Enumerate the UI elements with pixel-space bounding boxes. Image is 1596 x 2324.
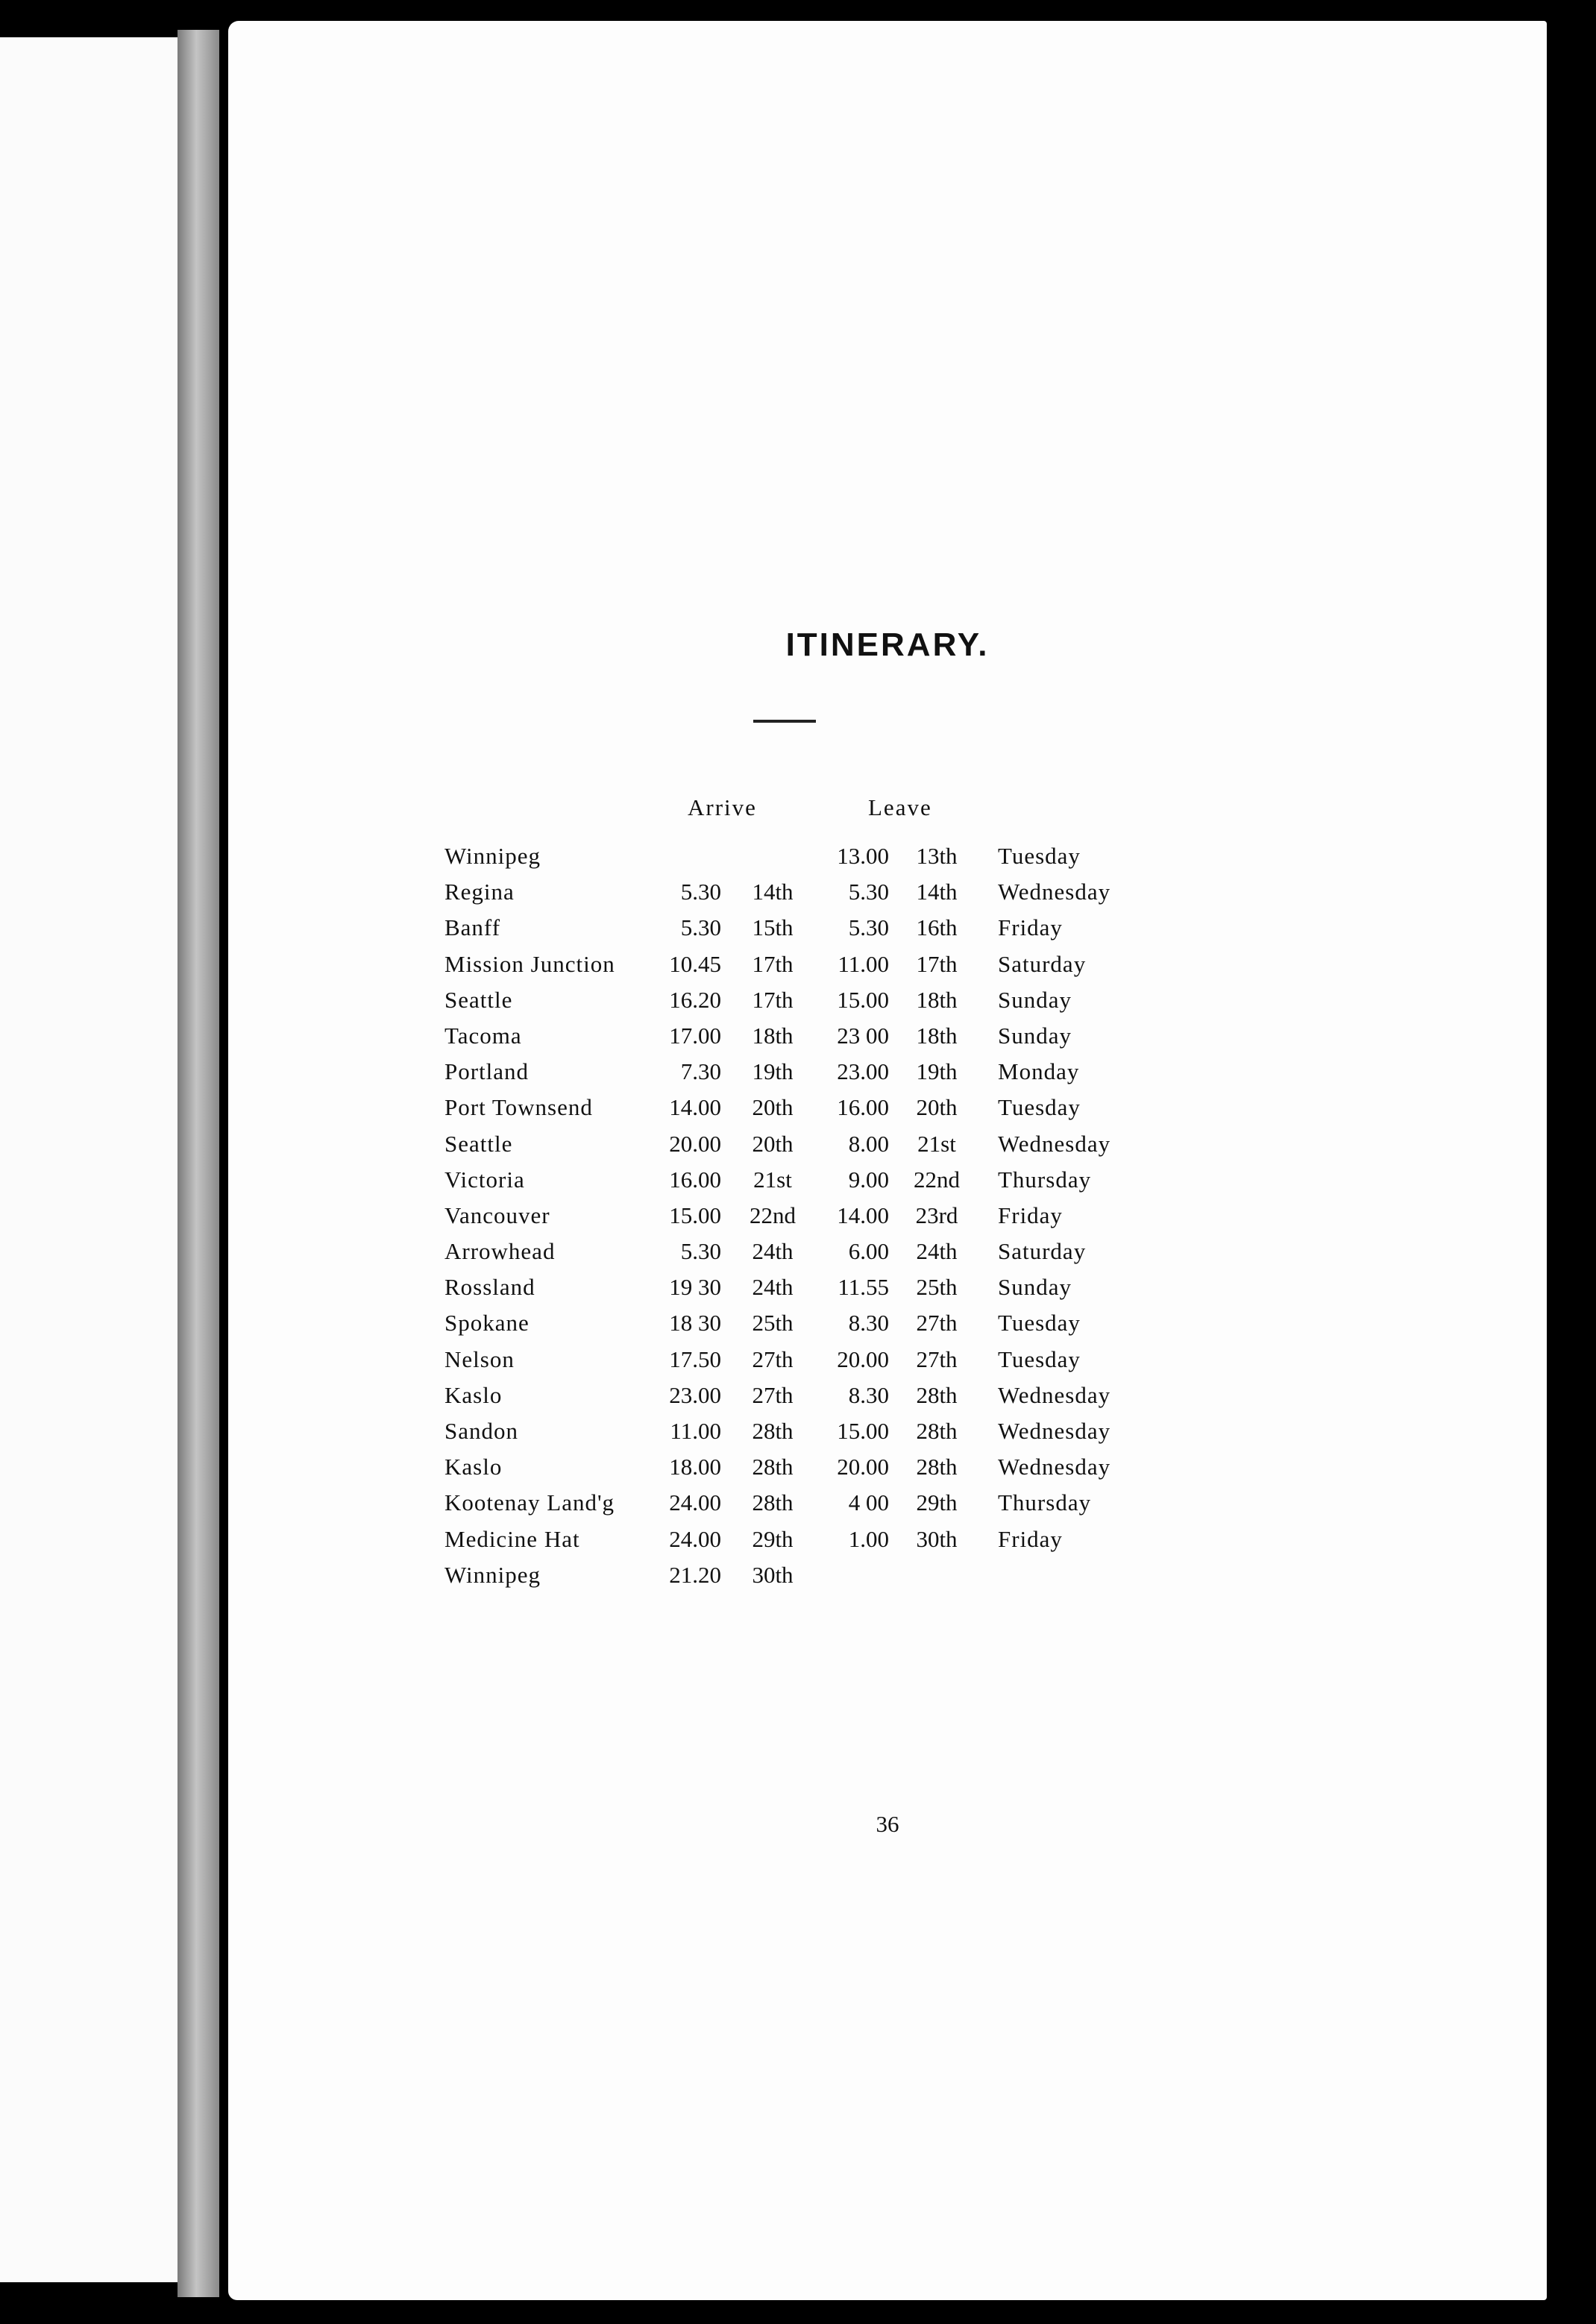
row-leave-date: 19th <box>916 1058 958 1085</box>
row-arrive-date: 14th <box>752 879 794 905</box>
row-leave-time: 8.30 <box>848 1381 889 1408</box>
row-arrive-time: 14.00 <box>669 1094 721 1121</box>
itinerary-row <box>228 987 1547 1023</box>
row-arrive-date: 17th <box>752 950 794 977</box>
row-arrive-time: 17.00 <box>669 1022 721 1049</box>
row-leave-time: 23 00 <box>837 1022 889 1049</box>
row-day: Saturday <box>998 1238 1087 1265</box>
row-leave-time: 11.55 <box>838 1274 889 1301</box>
itinerary-row <box>228 1310 1547 1345</box>
row-arrive-time: 19 30 <box>669 1274 721 1301</box>
row-leave-time: 23.00 <box>837 1058 889 1085</box>
row-day: Monday <box>998 1058 1080 1085</box>
row-arrive-date: 28th <box>752 1418 794 1444</box>
row-place: Vancouver <box>444 1202 550 1228</box>
row-place: Winnipeg <box>444 1561 541 1588</box>
row-place: Nelson <box>444 1345 515 1372</box>
row-place: Victoria <box>444 1166 525 1193</box>
row-day: Thursday <box>998 1489 1092 1516</box>
row-arrive-time: 17.50 <box>669 1345 721 1372</box>
row-place: Kaslo <box>444 1381 503 1408</box>
row-leave-time: 1.00 <box>848 1525 889 1552</box>
row-arrive-time: 21.20 <box>669 1561 721 1588</box>
row-leave-time: 15.00 <box>837 986 889 1013</box>
row-arrive-time: 23.00 <box>669 1381 721 1408</box>
row-leave-date: 17th <box>916 950 958 977</box>
row-day: Tuesday <box>998 1094 1081 1121</box>
row-day: Sunday <box>998 1274 1072 1301</box>
row-arrive-date: 28th <box>752 1489 794 1516</box>
itinerary-row <box>228 879 1547 914</box>
itinerary-row <box>228 914 1547 950</box>
row-arrive-time: 24.00 <box>669 1489 721 1516</box>
row-day: Wednesday <box>998 1381 1111 1408</box>
itinerary-row <box>228 1094 1547 1130</box>
row-leave-time: 13.00 <box>837 843 889 869</box>
row-leave-date: 21st <box>917 1130 956 1157</box>
row-leave-date: 13th <box>916 843 958 869</box>
itinerary-row <box>228 951 1547 987</box>
row-arrive-date: 24th <box>752 1238 794 1265</box>
row-leave-date: 18th <box>916 986 958 1013</box>
row-place: Kaslo <box>444 1454 503 1480</box>
row-place: Rossland <box>444 1274 535 1301</box>
row-arrive-time: 24.00 <box>669 1525 721 1552</box>
row-arrive-time: 20.00 <box>669 1130 721 1157</box>
row-arrive-date: 27th <box>752 1381 794 1408</box>
arrive-header: Arrive <box>688 794 757 820</box>
row-place: Tacoma <box>444 1022 522 1049</box>
row-arrive-date: 21st <box>753 1166 792 1193</box>
itinerary-row <box>228 1562 1547 1598</box>
row-leave-time: 11.00 <box>838 950 889 977</box>
row-arrive-time: 5.30 <box>680 879 721 905</box>
book-gutter <box>177 30 219 2297</box>
row-arrive-date: 27th <box>752 1345 794 1372</box>
row-leave-date: 22nd <box>914 1166 960 1193</box>
row-leave-date: 14th <box>916 879 958 905</box>
row-leave-date: 28th <box>916 1381 958 1408</box>
row-leave-date: 18th <box>916 1022 958 1049</box>
itinerary-row <box>228 1023 1547 1058</box>
row-arrive-time: 7.30 <box>680 1058 721 1085</box>
row-leave-time: 20.00 <box>837 1345 889 1372</box>
itinerary-table <box>228 843 1547 1598</box>
row-leave-date: 16th <box>916 914 958 941</box>
row-place: Port Townsend <box>444 1094 593 1121</box>
row-leave-time: 9.00 <box>848 1166 889 1193</box>
row-day: Sunday <box>998 986 1072 1013</box>
itinerary-row <box>228 1131 1547 1166</box>
row-arrive-date: 28th <box>752 1454 794 1480</box>
row-leave-time: 5.30 <box>848 914 889 941</box>
row-place: Sandon <box>444 1418 518 1444</box>
row-place: Spokane <box>444 1310 530 1337</box>
row-leave-time: 20.00 <box>837 1454 889 1480</box>
row-leave-date: 20th <box>916 1094 958 1121</box>
leave-header: Leave <box>868 794 932 820</box>
row-arrive-date: 25th <box>752 1310 794 1337</box>
row-leave-date: 29th <box>916 1489 958 1516</box>
row-leave-date: 28th <box>916 1454 958 1480</box>
itinerary-row <box>228 843 1547 879</box>
row-place: Winnipeg <box>444 843 541 869</box>
row-leave-time: 15.00 <box>837 1418 889 1444</box>
row-place: Medicine Hat <box>444 1525 580 1552</box>
row-place: Seattle <box>444 1130 513 1157</box>
document-page <box>228 21 1547 2300</box>
row-leave-date: 23rd <box>915 1202 958 1228</box>
row-arrive-time: 18 30 <box>669 1310 721 1337</box>
row-leave-date: 27th <box>916 1310 958 1337</box>
row-place: Mission Junction <box>444 950 615 977</box>
row-leave-date: 30th <box>916 1525 958 1552</box>
row-arrive-date: 22nd <box>750 1202 796 1228</box>
row-place: Seattle <box>444 986 513 1013</box>
row-day: Thursday <box>998 1166 1092 1193</box>
itinerary-row <box>228 1489 1547 1525</box>
row-place: Arrowhead <box>444 1238 556 1265</box>
row-leave-date: 28th <box>916 1418 958 1444</box>
row-arrive-date: 20th <box>752 1094 794 1121</box>
row-arrive-date: 17th <box>752 986 794 1013</box>
row-leave-time: 4 00 <box>848 1489 889 1516</box>
row-day: Friday <box>998 914 1063 941</box>
row-day: Sunday <box>998 1022 1072 1049</box>
row-place: Kootenay Land'g <box>444 1489 615 1516</box>
row-arrive-time: 15.00 <box>669 1202 721 1228</box>
row-arrive-time: 16.20 <box>669 986 721 1013</box>
row-day: Wednesday <box>998 1418 1111 1444</box>
row-leave-date: 25th <box>916 1274 958 1301</box>
row-day: Tuesday <box>998 1345 1081 1372</box>
row-place: Regina <box>444 879 515 905</box>
itinerary-row <box>228 1526 1547 1562</box>
title-rule <box>753 720 816 723</box>
row-arrive-date: 19th <box>752 1058 794 1085</box>
row-leave-date: 24th <box>916 1238 958 1265</box>
row-day: Friday <box>998 1202 1063 1228</box>
row-day: Tuesday <box>998 1310 1081 1337</box>
itinerary-row <box>228 1202 1547 1238</box>
row-arrive-time: 5.30 <box>680 914 721 941</box>
row-arrive-date: 15th <box>752 914 794 941</box>
row-arrive-time: 16.00 <box>669 1166 721 1193</box>
row-arrive-time: 18.00 <box>669 1454 721 1480</box>
row-arrive-date: 20th <box>752 1130 794 1157</box>
itinerary-row <box>228 1058 1547 1094</box>
row-leave-time: 14.00 <box>837 1202 889 1228</box>
row-leave-time: 6.00 <box>848 1238 889 1265</box>
row-arrive-date: 29th <box>752 1525 794 1552</box>
row-arrive-date: 30th <box>752 1561 794 1588</box>
facing-page-edge <box>0 37 177 2282</box>
row-place: Banff <box>444 914 501 941</box>
row-day: Wednesday <box>998 879 1111 905</box>
row-leave-date: 27th <box>916 1345 958 1372</box>
row-leave-time: 8.30 <box>848 1310 889 1337</box>
row-arrive-time: 11.00 <box>670 1418 721 1444</box>
row-arrive-date: 18th <box>752 1022 794 1049</box>
row-day: Friday <box>998 1525 1063 1552</box>
itinerary-row <box>228 1346 1547 1382</box>
itinerary-row <box>228 1274 1547 1310</box>
row-arrive-time: 5.30 <box>680 1238 721 1265</box>
row-day: Wednesday <box>998 1130 1111 1157</box>
row-arrive-date: 24th <box>752 1274 794 1301</box>
itinerary-row <box>228 1454 1547 1489</box>
itinerary-row <box>228 1382 1547 1418</box>
row-day: Saturday <box>998 950 1087 977</box>
row-leave-time: 8.00 <box>848 1130 889 1157</box>
row-day: Tuesday <box>998 843 1081 869</box>
itinerary-row <box>228 1418 1547 1454</box>
row-leave-time: 5.30 <box>848 879 889 905</box>
page-number: 36 <box>876 1811 899 1837</box>
itinerary-row <box>228 1238 1547 1274</box>
row-day: Wednesday <box>998 1454 1111 1480</box>
row-leave-time: 16.00 <box>837 1094 889 1121</box>
row-place: Portland <box>444 1058 530 1085</box>
itinerary-row <box>228 1166 1547 1202</box>
page-title: ITINERARY. <box>785 626 990 663</box>
row-arrive-time: 10.45 <box>669 950 721 977</box>
